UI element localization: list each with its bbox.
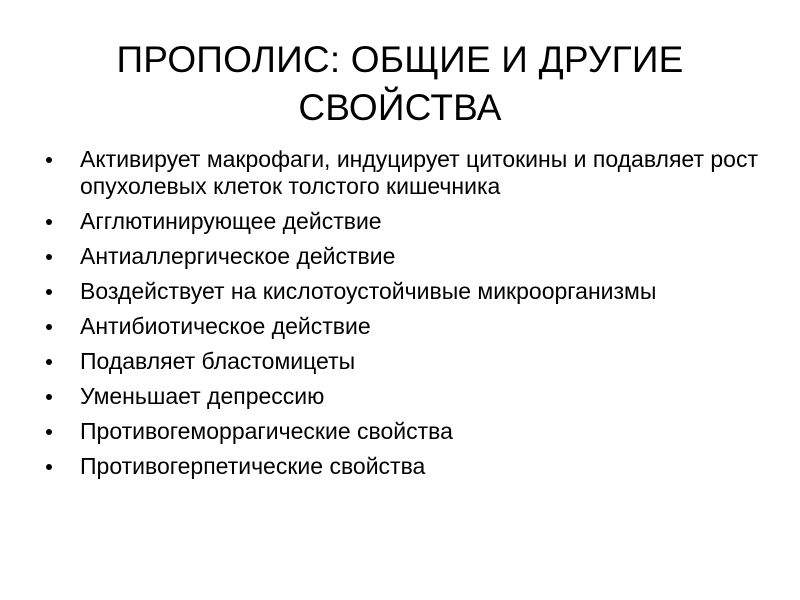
- bullet-item: [46, 313, 766, 340]
- bullet-text: Антибиотическое действие: [80, 313, 371, 339]
- slide-title: [60, 36, 740, 132]
- bullet-item: [46, 208, 766, 235]
- bullet-dot-icon: [46, 429, 52, 435]
- bullet-dot-icon: [46, 394, 52, 400]
- bullet-text: Противогерпетические свойства: [80, 453, 426, 479]
- slide-title-line-2: СВОЙСТВА: [298, 87, 502, 128]
- bullet-item: [46, 278, 766, 305]
- bullet-item: [46, 146, 766, 200]
- bullet-dot-icon: [46, 289, 52, 295]
- bullet-text: Подавляет бластомицеты: [80, 348, 356, 374]
- bullet-item: [46, 383, 766, 410]
- bullet-text: Агглютинирующее действие: [80, 208, 382, 234]
- bullet-text: Воздействует на кислотоустойчивые микроорганизмы: [80, 278, 657, 304]
- bullet-dot-icon: [46, 157, 52, 163]
- bullet-dot-icon: [46, 464, 52, 470]
- bullet-dot-icon: [46, 359, 52, 365]
- bullet-item: [46, 348, 766, 375]
- bullet-item: [46, 453, 766, 480]
- slide-title-line-1: ПРОПОЛИС: ОБЩИЕ И ДРУГИЕ: [116, 39, 684, 80]
- bullet-dot-icon: [46, 254, 52, 260]
- bullet-text: Уменьшает депрессию: [80, 383, 325, 409]
- bullet-item: [46, 243, 766, 270]
- bullet-dot-icon: [46, 219, 52, 225]
- bullet-list: [46, 146, 766, 488]
- bullet-text: Противогеморрагические свойства: [80, 418, 453, 444]
- bullet-text: Активирует макрофаги, индуцирует цитокины и подавляет рост опухолевых клеток толстого кишечника: [80, 146, 758, 199]
- bullet-item: [46, 418, 766, 445]
- bullet-text: Антиаллергическое действие: [80, 243, 396, 269]
- bullet-dot-icon: [46, 324, 52, 330]
